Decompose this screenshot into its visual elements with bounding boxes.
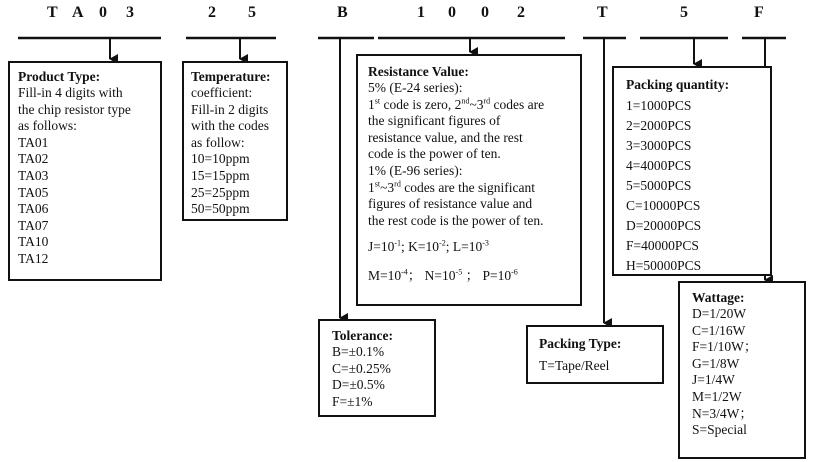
packing-quantity-line: H=50000PCS [626,258,702,273]
code-char: B [337,4,348,21]
tolerance-line: F=±1% [332,393,373,409]
resistance-title: Resistance Value: [368,64,469,79]
product-type-line: Fill-in 4 digits with [18,85,123,100]
temperature-title: Temperature: [191,69,271,84]
code-char: 0 [481,4,489,21]
product-type-line: TA02 [18,151,49,167]
temperature-box [182,61,288,221]
tolerance-box [318,319,436,417]
product-type-line: as follows: [18,118,77,134]
wattage-line: N=3/4W； [692,405,753,421]
resistance-line: the rest code is the power of ten. [368,212,544,228]
resistance-line: 1% (E-96 series): [368,162,463,178]
packing-quantity-line: 5=5000PCS [626,178,692,193]
code-char: 0 [99,4,107,21]
packing-quantity-box [612,66,772,276]
wattage-line: S=Special [692,422,747,438]
temperature-line: coefficient: [191,85,253,100]
code-char: 3 [126,4,134,21]
resistance-line: 1st code is zero, 2nd~3rd codes are [368,96,545,112]
packing-quantity-line: F=40000PCS [626,238,699,253]
product-type-line: TA12 [18,250,49,266]
resistance-mnp: $M=10^{-4}$； $N=10^{-5}$ ； $P=10^{-6}$ [368,267,518,283]
packing-quantity-line: C=10000PCS [626,198,701,213]
resistance-jkl: $J=10^{-1}$; $K=10^{-2}$; $L=10^{-3}$ [368,238,489,255]
code-char: A [72,4,84,21]
product-type-line: TA01 [18,134,49,150]
temperature-line: with the codes [191,118,269,134]
packing-quantity-line: D=20000PCS [626,218,702,233]
resistance-line: resistance value, and the rest [368,129,523,145]
tolerance-line: C=±0.25% [332,360,391,376]
packing-type-title: Packing Type: [539,336,622,351]
resistance-line: code is the power of ten. [368,146,501,162]
temperature-line: 50=50ppm [191,201,250,217]
temperature-line: as follow: [191,134,245,150]
product-type-title: Product Type: [18,69,101,84]
code-char: 2 [517,4,525,21]
tolerance-title: Tolerance: [332,328,393,343]
packing-quantity-line: 2=2000PCS [626,118,692,133]
wattage-box [678,281,806,459]
code-char: 5 [248,4,256,21]
code-char: F [754,4,764,21]
code-char: 2 [208,4,216,21]
product-type-line: TA07 [18,217,49,233]
temperature-line: Fill-in 2 digits [191,101,269,117]
wattage-line: F=1/10W； [692,339,758,355]
wattage-line: D=1/20W [692,306,747,321]
wattage-line: J=1/4W [692,372,735,388]
product-type-line: TA10 [18,234,49,250]
packing-quantity-line: 1=1000PCS [626,98,692,113]
tolerance-line: B=±0.1% [332,344,385,359]
packing-type-line: T=Tape/Reel [539,358,610,373]
code-char: T [597,4,608,21]
packing-quantity-line: 3=3000PCS [626,138,692,153]
packing-quantity-line: 4=4000PCS [626,158,692,173]
resistance-line: figures of resistance value and [368,196,533,212]
code-char: T [47,4,58,21]
resistance-value-box [356,54,582,306]
resistance-line: 1st~3rd codes are the significant [368,179,536,195]
wattage-line: G=1/8W [692,355,740,371]
packing-type-box [526,325,664,384]
product-type-box [8,61,162,281]
temperature-line: 15=15ppm [191,167,250,183]
tolerance-line: D=±0.5% [332,377,385,393]
product-type-line: the chip resistor type [18,101,131,117]
code-char: 0 [448,4,456,21]
resistance-line: 5% (E-24 series): [368,80,463,95]
code-char: 1 [417,4,425,21]
temperature-line: 10=10ppm [191,151,250,167]
product-type-line: TA05 [18,184,49,200]
wattage-line: C=1/16W [692,322,746,338]
code-char: 5 [680,4,688,21]
resistance-line: the significant figures of [368,113,501,129]
product-type-line: TA06 [18,201,49,217]
temperature-line: 25=25ppm [191,184,250,200]
wattage-title: Wattage: [692,290,745,305]
product-type-line: TA03 [18,167,49,183]
packing-quantity-title: Packing quantity: [626,77,730,92]
wattage-line: M=1/2W [692,388,742,404]
